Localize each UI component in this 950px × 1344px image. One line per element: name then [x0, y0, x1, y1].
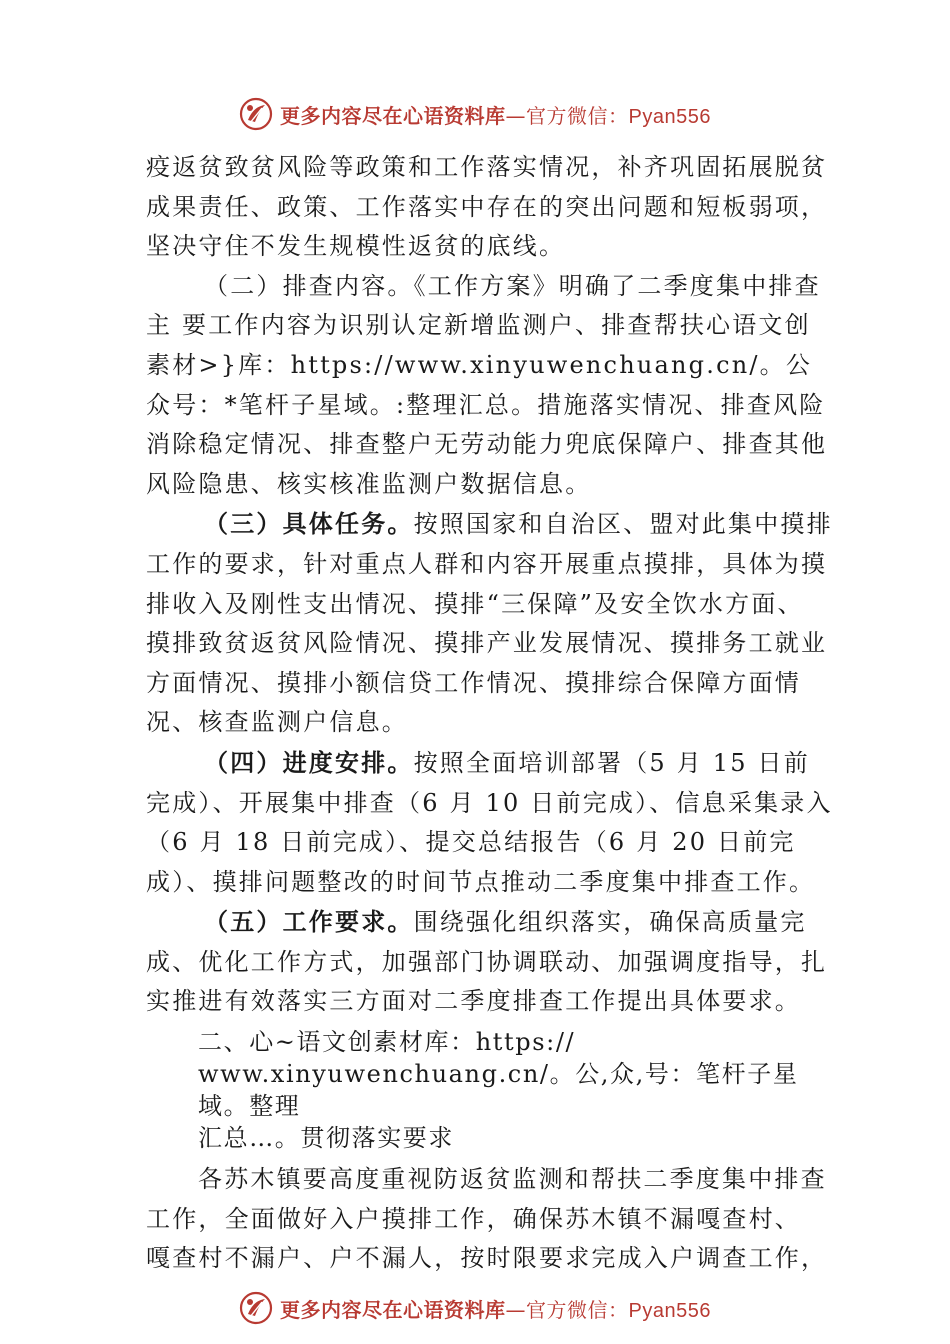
- watermark-label: 官方微信：: [526, 103, 629, 128]
- watermark-sep: —: [505, 1297, 526, 1322]
- paragraph-3-heading: （三）具体任务。: [204, 509, 414, 539]
- watermark-main: 更多内容尽在心语资料库: [280, 103, 506, 128]
- document-body: [146, 148, 836, 1279]
- section-2-line-2: www.xinyuwenchuang.cn/。公,众,号：笔杆子星域。整理: [198, 1060, 799, 1121]
- section-2-heading: [146, 1026, 836, 1154]
- section-2-line-1: 二、心~语文创素材库：https://: [198, 1028, 576, 1057]
- paragraph-2: [146, 267, 836, 505]
- watermark-label: 官方微信：: [526, 1297, 629, 1322]
- xinyu-logo-icon: [238, 1290, 274, 1326]
- paragraph-5: [146, 902, 836, 1022]
- watermark-footer: [238, 1290, 711, 1326]
- paragraph-2-text: 《工作方案》明确了二季度集中排查主 要工作内容为识别认定新增监测户、排查帮扶心语文创素材>}库：https://www.xinyuwenchuang.cn/。公众号：*笔杆子星域。:整理汇总。措施落实情况、排查风险消除稳定情况、排查整户无劳动能力兜底保障户、排查其他风险隐患、核实核准监测户数据信息。: [146, 271, 828, 498]
- watermark-text: [280, 100, 711, 129]
- paragraph-2-heading: （二）排查内容。: [204, 271, 414, 300]
- paragraph-4-text: 按照全面培训部署（5 月 15 日前完成）、开展集中排查（6 月 10 日前完成）、信息采集录入（6 月 18 日前完成）、提交总结报告（6 月 20 日前完成）、摸排问题整改的时间节点推动二季度集中排查工作。: [146, 748, 833, 896]
- paragraph-3-text: 按照国家和自治区、盟对此集中摸排工作的要求，针对重点人群和内容开展重点摸排，具体为摸排收入及刚性支出情况、摸排“三保障”及安全饮水方面、 摸排致贫返贫风险情况、摸排产业发展情况、摸排务工就业方面情况、摸排小额信贷工作情况、摸排综合保障方面情况、核查监测户信息。: [146, 510, 833, 737]
- watermark-text: [280, 1294, 711, 1323]
- paragraph-4: [146, 743, 836, 902]
- paragraph-5-text: 围绕强化组织落实，确保高质量完成、优化工作方式，加强部门协调联动、加强调度指导，扎实推进有效落实三方面对二季度排查工作提出具体要求。: [146, 908, 828, 1016]
- paragraph-3: [146, 504, 836, 743]
- watermark-wechat-id: Pyan556: [628, 105, 711, 128]
- paragraph-1: 疫返贫致贫风险等政策和工作落实情况，补齐巩固拓展脱贫成果责任、政策、工作落实中存在的突出问题和短板弱项， 坚决守住不发生规模性返贫的底线。: [146, 153, 828, 261]
- xinyu-logo-icon: [238, 96, 274, 132]
- watermark-wechat-id: Pyan556: [628, 1299, 711, 1322]
- watermark-main: 更多内容尽在心语资料库: [280, 1297, 506, 1322]
- watermark-sep: —: [505, 103, 526, 128]
- section-2-line-3: 汇总…。贯彻落实要求: [198, 1124, 454, 1153]
- paragraph-6: 各苏木镇要高度重视防返贫监测和帮扶二季度集中排查工作，全面做好入户摸排工作，确保苏木镇不漏嘎查村、 嘎查村不漏户、户不漏人，按时限要求完成入户调查工作，: [146, 1165, 828, 1273]
- watermark-header: [238, 96, 711, 132]
- paragraph-5-heading: （五）工作要求。: [204, 907, 414, 937]
- paragraph-4-heading: （四）进度安排。: [204, 747, 414, 777]
